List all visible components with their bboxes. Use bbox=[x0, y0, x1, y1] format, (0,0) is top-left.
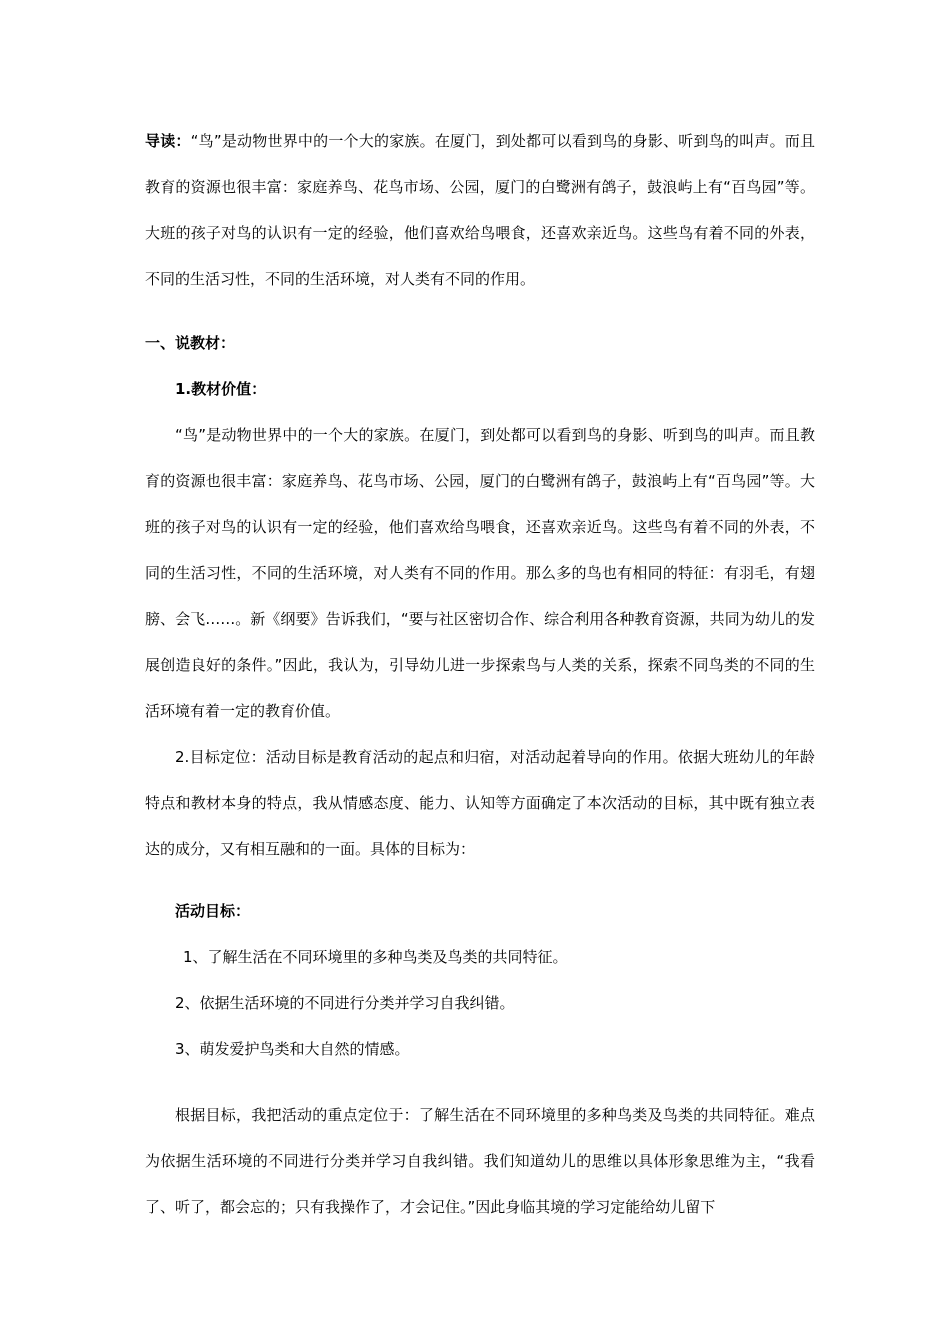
material-value-paragraph: “鸟”是动物世界中的一个大的家族。在厦门，到处都可以看到鸟的身影、听到鸟的叫声。而且教育的资源也很丰富：家庭养鸟、花鸟市场、公园，厦门的白鹭洲有鸽子，鼓浪屿上有“百鸟园”等。大班的孩子对鸟的认识有一定的经验，他们喜欢给鸟喂食，还喜欢亲近鸟。这些鸟有着不同的外表，不同的生活习性，不同的生活环境，对人类有不同的作用。那么多的鸟也有相同的特征：有羽毛，有翅膀、会飞……。新《纲要》告诉我们，“要与社区密切合作、综合利用各种教育资源，共同为幼儿的发展创造良好的条件。”因此，我认为，引导幼儿进一步探索鸟与人类的关系，探索不同鸟类的不同的生活环境有着一定的教育价值。 bbox=[145, 426, 815, 720]
subsection-heading-material-value: 1.教材价值： bbox=[175, 380, 267, 398]
goal-item: 2、依据生活环境的不同进行分类并学习自我纠错。 bbox=[175, 994, 515, 1012]
intro-label: 导读： bbox=[145, 132, 191, 150]
intro-paragraph bbox=[145, 118, 815, 302]
document-page bbox=[145, 118, 815, 1230]
goal-positioning-paragraph: 2.目标定位：活动目标是教育活动的起点和归宿，对活动起着导向的作用。依据大班幼儿的年龄特点和教材本身的特点，我从情感态度、能力、认知等方面确定了本次活动的目标，其中既有独立表达的成分，又有相互融和的一面。具体的目标为： bbox=[145, 748, 815, 858]
activity-goals-heading: 活动目标： bbox=[175, 902, 251, 920]
goal-item: 3、萌发爱护鸟类和大自然的情感。 bbox=[175, 1040, 410, 1058]
intro-text: “鸟”是动物世界中的一个大的家族。在厦门，到处都可以看到鸟的身影、听到鸟的叫声。而且教育的资源也很丰富：家庭养鸟、花鸟市场、公园，厦门的白鹭洲有鸽子，鼓浪屿上有“百鸟园”等。大班的孩子对鸟的认识有一定的经验，他们喜欢给鸟喂食，还喜欢亲近鸟。这些鸟有着不同的外表，不同的生活习性，不同的生活环境，对人类有不同的作用。 bbox=[145, 132, 815, 288]
focus-paragraph: 根据目标，我把活动的重点定位于：了解生活在不同环境里的多种鸟类及鸟类的共同特征。难点为依据生活环境的不同进行分类并学习自我纠错。我们知道幼儿的思维以具体形象思维为主，“我看了、听了，都会忘的；只有我操作了，才会记住。”因此身临其境的学习定能给幼儿留下 bbox=[145, 1106, 815, 1216]
goal-item: 1、了解生活在不同环境里的多种鸟类及鸟类的共同特征。 bbox=[183, 948, 568, 966]
section-heading: 一、说教材： bbox=[145, 334, 236, 352]
